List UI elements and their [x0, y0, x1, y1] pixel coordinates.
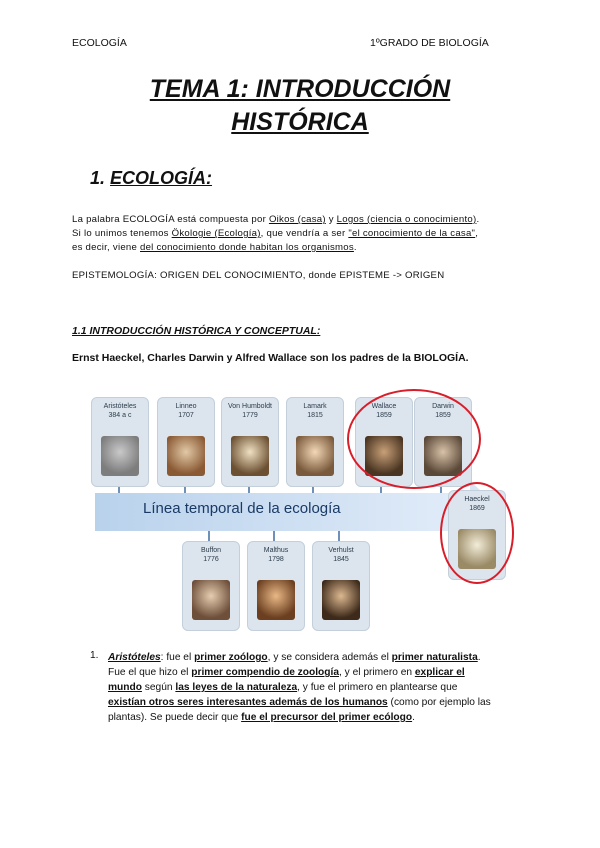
card-name: Von Humboldt [228, 403, 272, 410]
card-name: Haeckel [464, 496, 490, 503]
card-year: 1779 [242, 411, 258, 419]
intro-line-2 [72, 227, 478, 241]
card-name: Darwin [432, 403, 454, 410]
header-course: 1ºGRADO DE BIOLOGÍA [370, 37, 489, 49]
page-title-line2: HISTÓRICA [231, 108, 369, 136]
timeline-connector [208, 531, 210, 541]
list-emphasis: mundo [108, 682, 142, 693]
portrait-image [322, 580, 360, 620]
card-name: Lamark [303, 403, 327, 410]
aristoteles-name: Aristóteles [108, 652, 161, 663]
section-number: 1. [90, 168, 106, 188]
card-year: 384 a c [108, 411, 132, 419]
portrait-image [231, 436, 269, 476]
intro-text: y [325, 214, 337, 225]
card-year: 1707 [178, 411, 194, 419]
card-name: Buffon [200, 547, 222, 554]
list-emphasis: explicar el [414, 667, 465, 678]
list-line-2 [108, 665, 465, 680]
list-text: Fue el que hizo el [108, 667, 192, 678]
meaning-term: "el conocimiento de la casa" [348, 228, 476, 239]
card-year: 1845 [333, 555, 349, 563]
header-subject: ECOLOGÍA [72, 37, 127, 49]
portrait-image [101, 436, 139, 476]
list-line-4 [108, 695, 491, 710]
highlight-circle-wallace-darwin [347, 389, 481, 489]
timeline-card-lamark [286, 397, 344, 487]
intro-text: es decir, viene [72, 242, 140, 253]
list-text: : fue el [160, 652, 195, 663]
list-line-1 [108, 650, 481, 665]
timeline-card-verhulst [312, 541, 370, 631]
card-year: 1859 [376, 411, 392, 419]
timeline-label: Línea temporal de la ecología [143, 500, 341, 517]
intro-text: , que vendría a ser [260, 228, 349, 239]
card-name: Malthus [263, 547, 289, 554]
portrait-image [257, 580, 295, 620]
timeline-card-malthus [247, 541, 305, 631]
epistemology-line: EPISTEMOLOGÍA: ORIGEN DEL CONOCIMIENTO, donde EPISTEME -> ORIGEN [72, 270, 445, 281]
intro-text: . [353, 242, 357, 253]
list-text: (como por ejemplo las [387, 697, 491, 708]
subsection-heading: 1.1 INTRODUCCIÓN HISTÓRICA Y CONCEPTUAL: [72, 325, 321, 337]
portrait-image [192, 580, 230, 620]
card-year: 1859 [435, 411, 451, 419]
intro-line-3 [72, 241, 357, 255]
portrait-image [296, 436, 334, 476]
intro-text: . [476, 214, 480, 225]
okologie-term: Ökologie (Ecología) [171, 228, 261, 239]
timeline-card-humboldt [221, 397, 279, 487]
list-text: , y el primero en [339, 667, 415, 678]
list-text: , y fue el primero en plantearse que [297, 682, 458, 693]
card-year: 1798 [268, 555, 284, 563]
card-year: 1869 [469, 504, 485, 512]
list-emphasis: primer zoólogo [194, 652, 268, 663]
intro-text: Si lo unimos tenemos [72, 228, 172, 239]
timeline-connector [338, 531, 340, 541]
card-name: Verhulst [328, 547, 354, 554]
timeline-card-linneo [157, 397, 215, 487]
card-year: 1776 [203, 555, 219, 563]
logos-term: Logos (ciencia o conocimiento) [336, 214, 477, 225]
list-text: . [412, 712, 415, 723]
timeline-card-buffon [182, 541, 240, 631]
timeline-connector [273, 531, 275, 541]
highlight-circle-haeckel [440, 482, 514, 584]
list-number: 1. [90, 650, 99, 661]
card-name: Wallace [371, 403, 397, 410]
section-title: ECOLOGÍA: [110, 168, 213, 188]
page-title-line1: TEMA 1: INTRODUCCIÓN [149, 75, 451, 103]
card-name: Aristóteles [103, 403, 137, 410]
portrait-image [167, 436, 205, 476]
card-name: Linneo [175, 403, 197, 410]
card-year: 1815 [307, 411, 323, 419]
list-text: plantas). Se puede decir que [108, 712, 242, 723]
intro-text: , [475, 228, 479, 239]
fathers-statement: Ernst Haeckel, Charles Darwin y Alfred Wallace son los padres de la BIOLOGÍA. [72, 352, 469, 364]
intro-text: La palabra ECOLOGÍA está compuesta por [72, 214, 269, 225]
timeline-card-aristoteles [91, 397, 149, 487]
list-line-3 [108, 680, 457, 695]
list-emphasis: existían otros seres interesantes además de los humanos [108, 697, 388, 708]
oikos-term: Oikos (casa) [268, 214, 326, 225]
section-heading [90, 168, 212, 189]
list-emphasis: las leyes de la naturaleza [175, 682, 298, 693]
list-text: , y se considera además el [267, 652, 392, 663]
list-emphasis: fue el precursor del primer ecólogo [241, 712, 413, 723]
list-emphasis: primer compendio de zoología [191, 667, 339, 678]
definition-term: del conocimiento donde habitan los organismos [140, 242, 354, 253]
list-text: según [141, 682, 176, 693]
list-emphasis: primer naturalista [391, 652, 478, 663]
list-line-5 [108, 710, 415, 725]
intro-line-1 [72, 213, 479, 227]
list-text: . [477, 652, 481, 663]
